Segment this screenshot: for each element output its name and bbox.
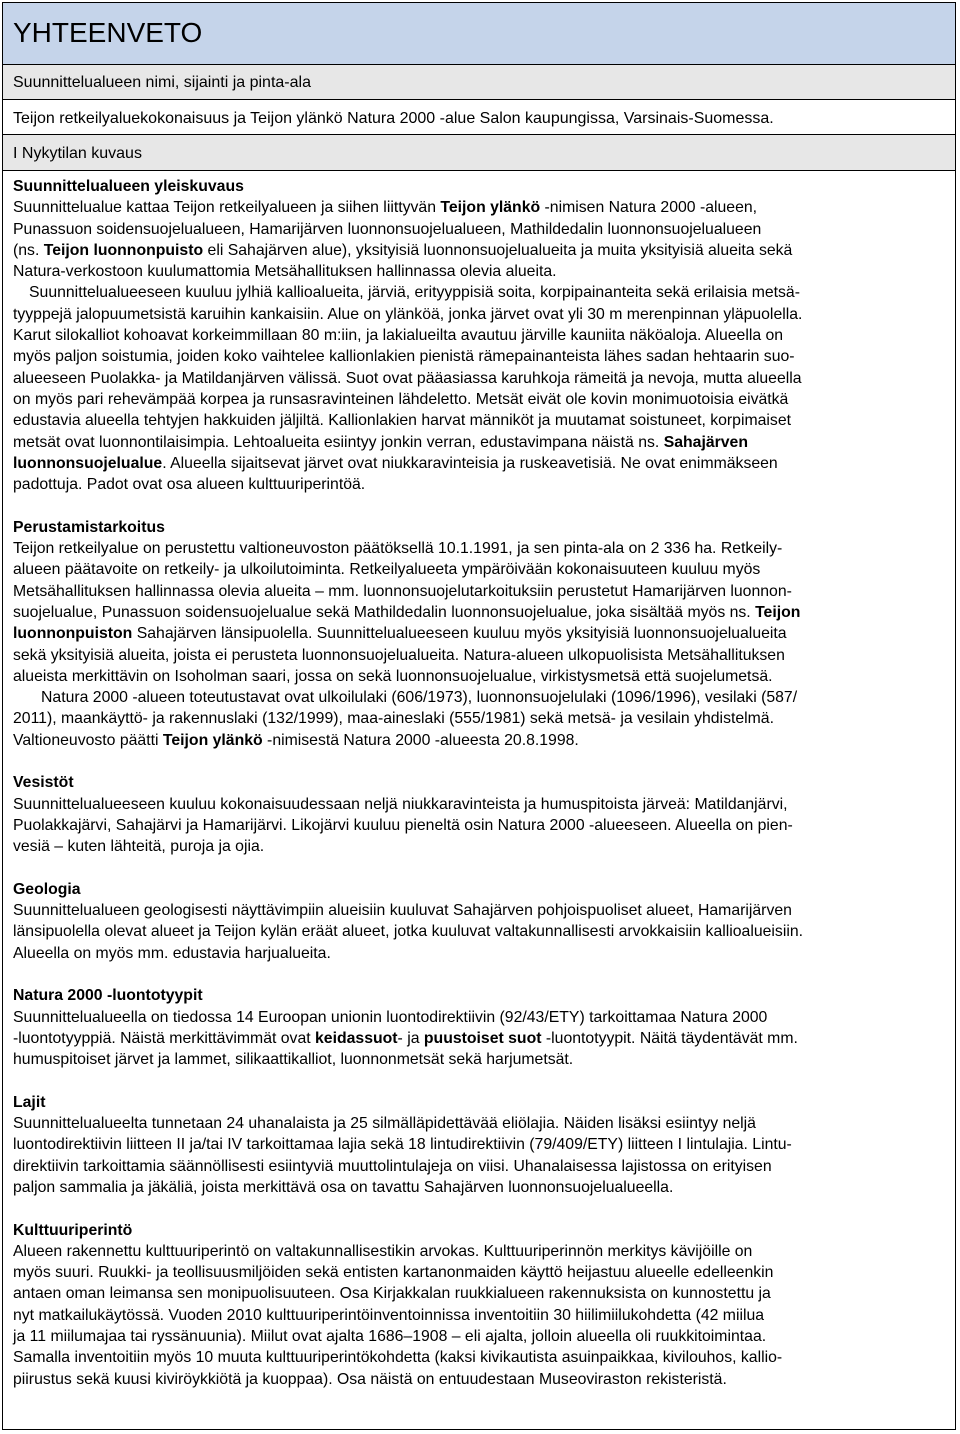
paragraph-line: alueeseen Puolakka- ja Matildanjärven välissä. Suot ovat pääasiassa karuhkoja rämeitä ja nevoja, mutta alueella (13, 369, 802, 387)
paragraph-line: tyyppejä jalopuumetsistä karuihin kankaisiin. Alue on ylänköä, jonka järvet ovat yli 30 m merenpinnan yläpuolella. (13, 305, 803, 323)
heading-geologia: Geologia (13, 880, 81, 898)
paragraph-line: alueen päätavoite on retkeily- ja ulkoilutoiminta. Retkeilyalueeta ympäröivään kokonaisuuteen kuuluu myös (13, 561, 761, 579)
paragraph-line: padottuja. Padot ovat osa alueen kulttuuriperintöä. (13, 476, 366, 494)
paragraph-line: Natura-verkostoon kuulumattomia Metsähallituksen hallinnassa olevia alueita. (13, 263, 557, 281)
paragraph-line: humuspitoiset järvet ja lammet, silikaattikalliot, luonnonmetsät sekä harjumetsät. (13, 1051, 574, 1069)
paragraph-line: paljon sammalia ja jäkäliä, joista merkittävä osa on tavattu Sahajärven luonnonsuojelualueella. (13, 1178, 674, 1196)
paragraph-line: Karut silokalliot kohoavat korkeimmillaan 80 m:iin, ja lakialueilta avautuu järville kauniita näköaloja. Alueella on (13, 327, 784, 345)
summary-content (13, 176, 943, 1390)
paragraph-line: luonnonpuiston Sahajärven länsipuolella. Suunnittelualueeseen kuuluu myös yksityisiä luonnonsuojelualueita (13, 625, 787, 643)
paragraph-line: suojelualue, Punassuon soidensuojelualue sekä Mathildedalin luonnonsuojelualue, joka sisältää myös ns. Teijon (13, 603, 801, 621)
paragraph-line: Suunnittelualue kattaa Teijon retkeilyalueen ja siihen liittyvän Teijon ylänkö -nimisen Natura 2000 -alueen, (13, 199, 758, 217)
paragraph-line: Punassuon soidensuojelualueen, Hamarijärven luonnonsuojelualueen, Mathildedalin luonnonsuojelualueen (13, 220, 762, 238)
paragraph-line: antaen oman leimansa sen monipuolisuuteen. Osa Kirjakkalan ruukkialueen rakennuksista on kunnostettu ja (13, 1285, 771, 1303)
paragraph-line: Suunnittelualueella on tiedossa 14 Euroopan unionin luontodirektiivin (92/43/ETY) tarkoittamaa Natura 2000 (13, 1008, 768, 1026)
paragraph-line: luonnonsuojelualue. Alueella sijaitsevat järvet ovat niukkaravinteisia ja ruskeavetisiä. Ne ovat enimmäkseen (13, 454, 778, 472)
paragraph-line: alueista merkittävin on Isoholman saari, jossa on sekä luonnonsuojelualue, virkistysmetsä että suojelumetsä. (13, 667, 773, 685)
paragraph-line: länsipuolella olevat alueet ja Teijon kylän eräät alueet, jotka kuuluvat valtakunnallisesti arvokkaisiin kallioalueisiin. (13, 923, 804, 941)
paragraph-line: Natura 2000 -alueen toteutustavat ovat ulkoilulaki (606/1973), luonnonsuojelulaki (1096/1996), vesilaki (587/ (41, 689, 798, 707)
paragraph-line: metsät ovat luonnontilaisimpia. Lehtoalueita esiintyy jonkin verran, edustavimpana näistä ns. Sahajärven (13, 433, 748, 451)
paragraph-line: Puolakkajärvi, Sahajärvi ja Hamarijärvi. Likojärvi kuuluu pieneltä osin Natura 2000 -alueeseen. Alueella on pien- (13, 816, 793, 834)
location-text: Teijon retkeilyaluekokonaisuus ja Teijon ylänkö Natura 2000 -alue Salon kaupungissa, Varsinais-Suomessa. (13, 110, 774, 127)
paragraph-line: ja 11 miilumajaa tai ryssänuunia). Miilut ovat ajalta 1686–1908 – eli ajalta, jolloin alueella oli ruukkitoimintaa. (13, 1328, 767, 1346)
section1-header-row (3, 134, 955, 171)
heading-yleiskuvaus: Suunnittelualueen yleiskuvaus (13, 178, 244, 195)
paragraph-line: myös suuri. Ruukki- ja teollisuusmiljöiden sekä entisten kartanonmaiden käyttö heijastuu alueelle edelleenkin (13, 1264, 774, 1282)
paragraph-line: -luontotyyppiä. Näistä merkittävimmät ovat keidassuot- ja puustoiset suot -luontotyypit. Näitä täydentävät mm. (13, 1029, 798, 1047)
heading-kulttuuriperinto: Kulttuuriperintö (13, 1221, 133, 1239)
paragraph-line: piirustus sekä kuusi kiviröykkiötä ja kuoppaa). Osa näistä on entuudestaan Museoviraston rekisteristä. (13, 1370, 727, 1388)
section1-header: I Nykytilan kuvaus (13, 145, 142, 162)
title-bar (3, 3, 955, 65)
paragraph-line: Suunnittelualueeseen kuuluu jylhiä kallioalueita, järviä, erityyppisiä soita, korpipainanteita sekä erilaisia metsä- (29, 284, 800, 302)
paragraph-line: on myös pari rehevämpää korpea ja runsasravinteinen lähdeletto. Metsät eivät ole kovin monimuotoisia eivätkä (13, 390, 789, 408)
page-title: YHTEENVETO (13, 17, 203, 48)
paragraph-line: Teijon retkeilyalue on perustettu valtioneuvoston päätöksellä 10.1.1991, ja sen pinta-ala on 2 336 ha. Retkeily- (13, 540, 783, 558)
paragraph-line: Samalla inventoitiin myös 10 muuta kulttuuriperintökohdetta (kaksi kivikautista asuinpaikkaa, kivilouhos, kallio- (13, 1349, 783, 1367)
paragraph-line: edustavia alueella tehtyjen hakkuiden jäljiltä. Kallionlakien harvat männiköt ja muutamat soistuneet, korpimaiset (13, 412, 791, 430)
heading-natura-luontotyypit: Natura 2000 -luontotyypit (13, 987, 203, 1005)
paragraph-line: Suunnittelualueeseen kuuluu kokonaisuudessaan neljä niukkaravinteista ja humuspitoista järveä: Matildanjärvi, (13, 795, 788, 813)
paragraph-line: (ns. Teijon luonnonpuisto eli Sahajärven alue), yksityisiä luonnonsuojelualueita ja muita yksityisiä alueita sekä (13, 241, 793, 259)
paragraph-line: Alueen rakennettu kulttuuriperintö on valtakunnallisestikin arvokas. Kulttuuriperinnön merkitys kävijöille on (13, 1242, 753, 1260)
paragraph-line: vesiä – kuten lähteitä, puroja ja ojia. (13, 838, 265, 856)
paragraph-line: nyt matkailukäytössä. Vuoden 2010 kulttuuriperintöinventoinnissa inventoitiin 30 hiilimiilukohdetta (42 miilua (13, 1306, 765, 1324)
paragraph-line: Valtioneuvosto päätti Teijon ylänkö -nimisestä Natura 2000 -alueesta 20.8.1998. (13, 731, 579, 749)
paragraph-line: 2011), maankäyttö- ja rakennuslaki (132/1999), maa-aineslaki (555/1981) sekä metsä- ja vesilain yhdistelmä. (13, 710, 774, 728)
paragraph-line: direktiivin tarkoittamia säännöllisesti esiintyviä muuttolintulajeja on viisi. Uhanalaisessa lajistossa on erityisen (13, 1157, 772, 1175)
paragraph-line: Suunnittelualueelta tunnetaan 24 uhanalaista ja 25 silmälläpidettävää eliölajia. Näiden lisäksi esiintyy neljä (13, 1115, 756, 1133)
paragraph-line: luontodirektiivin liitteen II ja/tai IV tarkoittamaa lajia sekä 18 lintudirektiivin (79/409/ETY) liitteen I lintulajia. Lintu- (13, 1136, 792, 1154)
section-name-header: Suunnittelualueen nimi, sijainti ja pinta-ala (13, 74, 311, 91)
paragraph-line: sekä yksityisiä alueita, joista ei perusteta luonnonsuojelualueita. Natura-alueen ulkopuolisista Metsähallituksen (13, 646, 785, 664)
location-row (3, 99, 955, 134)
section-name-header-row (3, 65, 955, 99)
heading-perustamistarkoitus: Perustamistarkoitus (13, 518, 165, 536)
heading-vesistot: Vesistöt (13, 774, 74, 792)
paragraph-line: Metsähallituksen hallinnassa olevia alueita – mm. luonnonsuojelutarkoituksiin perustetut Hamarijärven luonnon- (13, 582, 792, 600)
summary-frame (2, 2, 956, 1430)
paragraph-line: Alueella on myös mm. edustavia harjualueita. (13, 944, 331, 962)
heading-lajit: Lajit (13, 1093, 46, 1111)
paragraph-line: myös paljon soistumia, joiden koko vaihtelee kallionlakien pienistä rämepainanteista lähes sadan hehtaarin suo- (13, 348, 795, 366)
paragraph-line: Suunnittelualueen geologisesti näyttävimpiin alueisiin kuuluvat Sahajärven pohjoispuoliset alueet, Hamarijärven (13, 902, 792, 920)
